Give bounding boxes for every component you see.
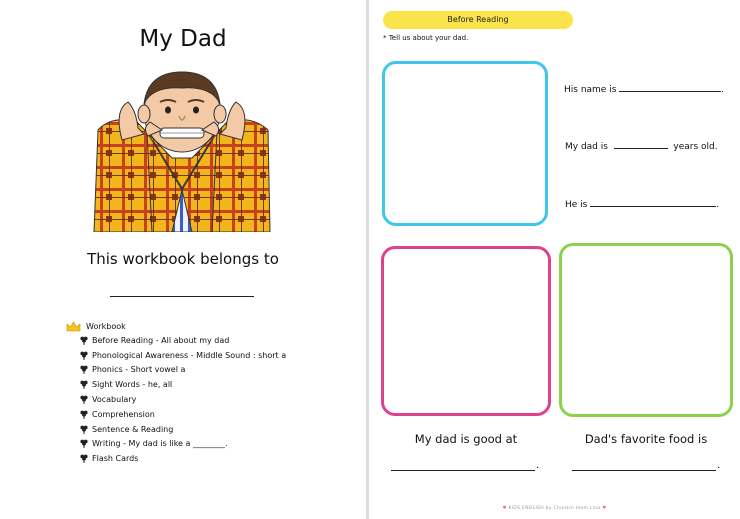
section-banner: Before Reading (383, 11, 573, 29)
flower-bullet-icon (80, 395, 88, 404)
contents-item-label: Before Reading - All about my dad (92, 335, 230, 345)
age-sentence (565, 139, 718, 152)
age-blank[interactable] (614, 139, 668, 149)
workbook-owner-label: This workbook belongs to (87, 250, 279, 268)
favorite-food-caption: Dad's favorite food is (584, 432, 708, 446)
heart-icon: ♥ (502, 506, 507, 511)
good-at-period: . (536, 460, 540, 471)
contents-item (66, 377, 356, 392)
food-period: . (717, 460, 721, 471)
he-is-blank[interactable] (590, 197, 716, 207)
name-period: . (721, 85, 725, 95)
contents-item (66, 333, 356, 348)
age-sentence-suffix: years old. (673, 142, 718, 152)
contents-item-label: Phonological Awareness - Middle Sound : short a (92, 350, 287, 360)
right-page (369, 0, 740, 519)
flower-bullet-icon (80, 351, 88, 360)
contents-item (66, 437, 356, 452)
he-sentence-prefix: He is (565, 200, 588, 210)
footer-brand-text: KIDS ENGLISH by Chunkin mom Lina (508, 506, 601, 511)
contents-heading (66, 319, 356, 333)
favorite-food-answer-line[interactable] (572, 470, 716, 471)
name-sentence-prefix: His name is (564, 85, 617, 95)
contents-item-label: Comprehension (92, 409, 155, 419)
contents-list (66, 319, 356, 466)
flower-bullet-icon (80, 336, 88, 345)
dad-illustration (92, 70, 272, 232)
he-period: . (716, 200, 720, 210)
contents-item (66, 422, 356, 437)
he-is-sentence (565, 197, 719, 210)
dad-photo-frame[interactable] (382, 61, 548, 226)
crown-icon (66, 321, 81, 332)
name-blank[interactable] (619, 82, 721, 92)
contents-item (66, 363, 356, 378)
age-sentence-prefix: My dad is (565, 142, 608, 152)
contents-item-label: Sentence & Reading (92, 424, 174, 434)
flower-bullet-icon (80, 439, 88, 448)
flower-bullet-icon (80, 410, 88, 419)
page-title: My Dad (139, 26, 227, 52)
favorite-food-drawing-frame[interactable] (559, 243, 733, 417)
contents-item-label: Flash Cards (92, 454, 139, 464)
footer-brand (369, 506, 740, 511)
contents-heading-label: Workbook (86, 321, 126, 331)
contents-item (66, 451, 356, 466)
flower-bullet-icon (80, 425, 88, 434)
instruction-text: * Tell us about your dad. (383, 34, 469, 42)
left-page (0, 0, 366, 519)
contents-item (66, 407, 356, 422)
contents-item-label: Vocabulary (92, 395, 137, 405)
contents-item-label: Writing - My dad is like a ________. (92, 439, 228, 449)
contents-item (66, 392, 356, 407)
good-at-drawing-frame[interactable] (381, 246, 551, 416)
flower-bullet-icon (80, 380, 88, 389)
flower-bullet-icon (80, 365, 88, 374)
owner-name-line (110, 296, 254, 297)
contents-item (66, 348, 356, 363)
contents-item-label: Phonics - Short vowel a (92, 365, 186, 375)
contents-item-label: Sight Words - he, all (92, 380, 173, 390)
heart-icon: ♥ (602, 506, 607, 511)
good-at-answer-line[interactable] (391, 470, 535, 471)
good-at-caption: My dad is good at (414, 432, 518, 446)
name-sentence (564, 82, 724, 95)
flower-bullet-icon (80, 454, 88, 463)
